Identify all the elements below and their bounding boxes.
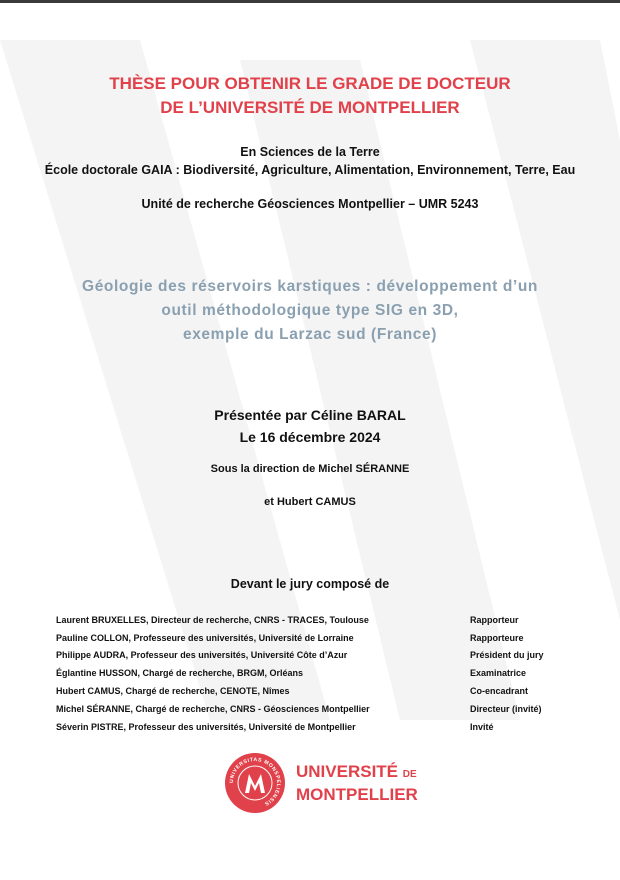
presented-by: Présentée par Céline BARAL — [214, 407, 406, 423]
degree-heading-line1: THÈSE POUR OBTENIR LE GRADE DE DOCTEUR — [109, 74, 511, 93]
logo-wordmark — [296, 762, 418, 805]
jury-role: Rapporteure — [470, 632, 524, 643]
degree-heading-line2: DE L’UNIVERSITÉ DE MONTPELLIER — [160, 98, 460, 117]
supervision-line1: Sous la direction de Michel SÉRANNE — [210, 463, 410, 475]
jury-role: Examinatrice — [470, 668, 527, 679]
jury-row — [56, 611, 576, 629]
jury-member: Philippe AUDRA, Professeur des universités, Université Côte d’Azur — [56, 650, 348, 661]
jury-list — [56, 611, 576, 736]
research-unit: Unité de recherche Géosciences Montpellier – UMR 5243 — [141, 197, 479, 211]
jury-heading: Devant le jury composé de — [230, 577, 390, 591]
jury-row — [56, 664, 576, 682]
jury-row — [56, 647, 576, 665]
jury-role: Rapporteur — [470, 614, 519, 625]
jury-member: Hubert CAMUS, Chargé de recherche, CENOTE, Nîmes — [56, 686, 290, 697]
degree-heading — [0, 72, 620, 120]
jury-row — [56, 700, 576, 718]
jury-member: Michel SÉRANNE, Chargé de recherche, CNRS - Géosciences Montpellier — [56, 703, 370, 714]
jury-member: Églantine HUSSON, Chargé de recherche, BRGM, Orléans — [56, 668, 304, 679]
defense-date: Le 16 décembre 2024 — [239, 429, 381, 445]
jury-member: Laurent BRUXELLES, Directeur de recherche, CNRS - TRACES, Toulouse — [56, 614, 369, 625]
jury-member: Séverin PISTRE, Professeur des universités, Université de Montpellier — [56, 721, 356, 732]
jury-member: Pauline COLLON, Professeure des universités, Université de Lorraine — [56, 632, 354, 643]
jury-role: Co-encadrant — [470, 686, 529, 697]
discipline: En Sciences de la Terre — [240, 145, 380, 159]
thesis-title-line2: outil méthodologique type SIG en 3D, — [161, 302, 459, 319]
logo-line2: MONTPELLIER — [296, 785, 418, 804]
jury-row — [56, 629, 576, 647]
university-logo — [224, 752, 418, 812]
jury-role: Directeur (invité) — [470, 703, 542, 714]
thesis-title-line3: exemple du Larzac sud (France) — [182, 326, 438, 343]
logo-de: DE — [402, 769, 417, 780]
jury-role: Président du jury — [470, 650, 544, 661]
thesis-title — [0, 275, 620, 347]
jury-row — [56, 682, 576, 700]
jury-role: Invité — [470, 721, 494, 732]
supervision-line2: et Hubert CAMUS — [264, 496, 356, 508]
university-seal-icon — [224, 752, 286, 814]
svg-text:UNIVERSITAS MONSPELIENSIS: UNIVERSITAS MONSPELIENSIS — [228, 756, 282, 807]
jury-row — [56, 718, 576, 736]
thesis-title-line1: Géologie des réservoirs karstiques : développement d’un — [82, 278, 538, 295]
logo-line1: UNIVERSITÉ — [296, 762, 399, 781]
doctoral-school: École doctorale GAIA : Biodiversité, Agriculture, Alimentation, Environnement, Terre, Eau — [44, 163, 576, 177]
